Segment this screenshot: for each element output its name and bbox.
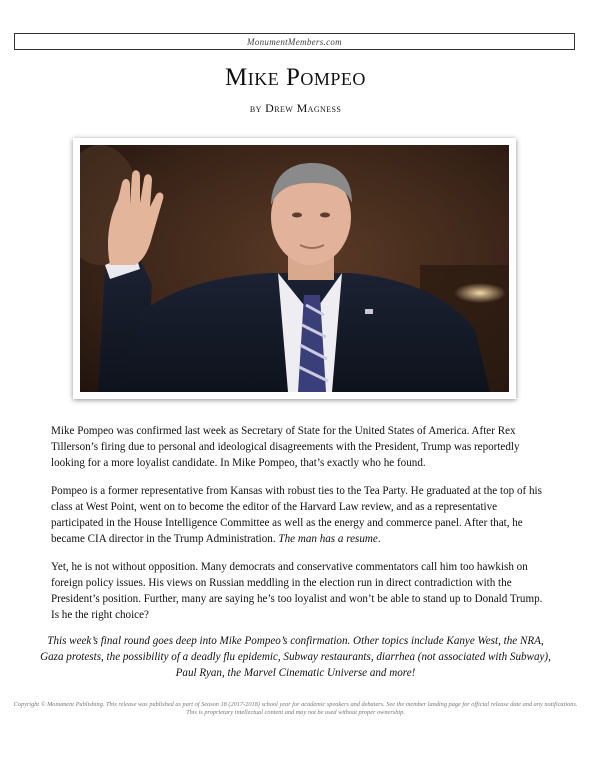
paragraph-background-emphasis: The man has a resume: [278, 533, 378, 545]
paragraph-intro: Mike Pompeo was confirmed last week as Secretary of State for the United States of America. After Rex Tillerson’s firing due to personal and ideological disagreements with the President, Trump was reportedly looking for a more loyalist candidate. In Mike Pompeo, that’s exactly who he found.: [51, 425, 520, 469]
article-byline: by Drew Magness: [249, 101, 342, 115]
site-banner: MonumentMembers.com: [14, 33, 575, 50]
portrait-illustration: [80, 145, 509, 392]
paragraph-background-text: Pompeo is a former representative from Kansas with robust ties to the Tea Party. He graduated at the top of his class at West Point, went on to become the editor of the Harvard Law review, and as a representative participated in the House Intelligence Committee as well as the energy and commerce panel. After that, he became CIA director in the Trump Administration.: [51, 485, 542, 545]
paragraph-topics: This week’s final round goes deep into Mike Pompeo’s confirmation. Other topics include Kanye West, the NRA, Gaza protests, the possibility of a deadly flu epidemic, Subway restaurants, diarrhea (not associated with Subway), Paul Ryan, the Marvel Cinematic Universe and more!: [40, 635, 551, 679]
paragraph-opposition: Yet, he is not without opposition. Many democrats and conservative commentators call him too hawkish on foreign policy issues. His views on Russian meddling in the election run in direct contradiction with the President’s position. Further, many are saying he’s too loyalist and won’t be able to stand up to Donald Trump. Is he the right choice?: [51, 561, 543, 621]
paragraph-background-end: .: [377, 533, 381, 545]
paragraph-background: [51, 483, 546, 547]
article-photo: [73, 138, 516, 399]
article-title: Mike Pompeo: [225, 64, 366, 91]
copyright-notice: Copyright © Monument Publishing. This release was published as part of Season 18 (2017-2018) school year for academic speakers and debaters. See the member landing page for official release date and any notifications. This is proprietary intellectual content and may not be used without proper ownership.: [13, 701, 578, 716]
